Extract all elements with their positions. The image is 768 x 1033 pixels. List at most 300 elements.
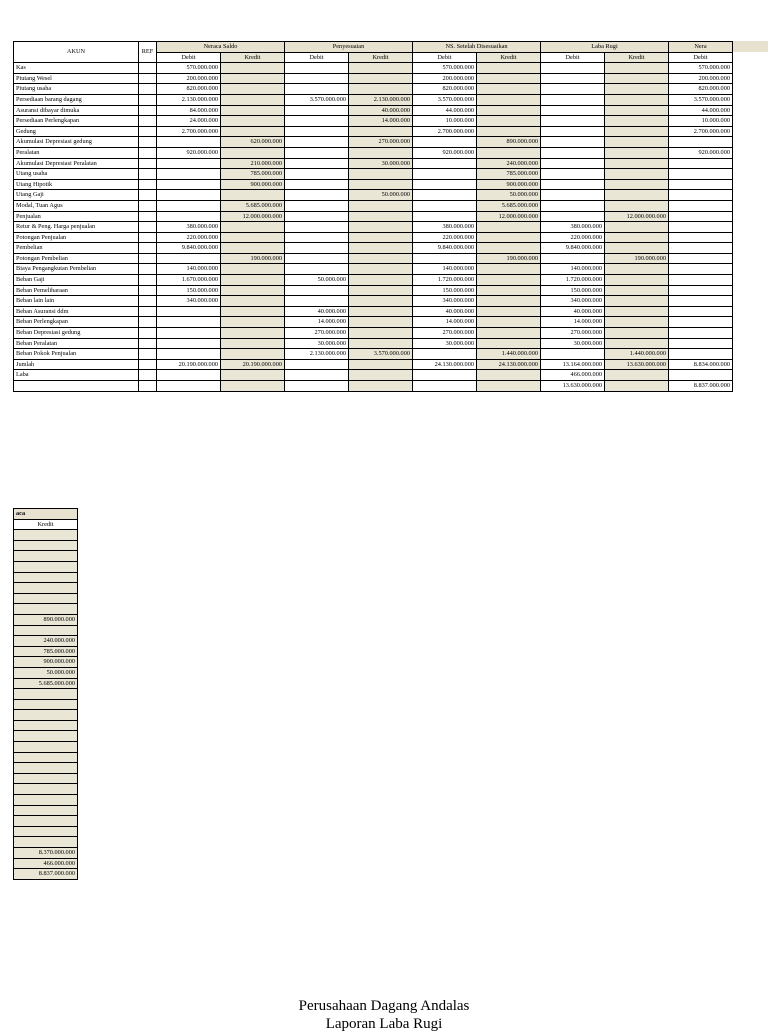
amount-cell: 200.000.000 <box>413 73 477 84</box>
ref-cell <box>139 243 157 254</box>
amount-cell <box>477 126 541 137</box>
amount-cell: 5.685.000.000 <box>221 200 285 211</box>
table-row <box>14 317 733 328</box>
kredit-cell <box>14 530 78 541</box>
account-name: Peralatan <box>14 147 139 158</box>
table-row <box>14 169 733 180</box>
amount-cell <box>221 94 285 105</box>
table-row <box>14 752 78 763</box>
ref-cell <box>139 306 157 317</box>
amount-cell <box>221 73 285 84</box>
kredit-cell: 50.000.000 <box>14 667 78 678</box>
table-row <box>14 784 78 795</box>
amount-cell <box>605 285 669 296</box>
amount-cell <box>285 137 349 148</box>
table-row <box>14 63 733 74</box>
amount-cell <box>605 275 669 286</box>
kredit-cell <box>14 561 78 572</box>
amount-cell: 12.000.000.000 <box>605 211 669 222</box>
neraca-header: Nera <box>669 42 733 53</box>
ref-cell <box>139 158 157 169</box>
amount-cell <box>605 190 669 201</box>
amount-cell <box>157 158 221 169</box>
amount-cell <box>669 222 733 233</box>
amount-cell <box>477 116 541 127</box>
amount-cell <box>541 179 605 190</box>
nsd-kredit-header: Kredit <box>477 52 541 63</box>
amount-cell <box>477 73 541 84</box>
amount-cell <box>541 158 605 169</box>
ref-cell <box>139 359 157 370</box>
amount-cell: 30.000.000 <box>413 338 477 349</box>
amount-cell <box>349 381 413 392</box>
amount-cell <box>285 158 349 169</box>
amount-cell <box>157 200 221 211</box>
amount-cell: 44.000.000 <box>669 105 733 116</box>
amount-cell: 340.000.000 <box>157 296 221 307</box>
amount-cell <box>605 169 669 180</box>
account-name: Laba <box>14 370 139 381</box>
amount-cell <box>541 63 605 74</box>
table-row <box>14 222 733 233</box>
kredit-cell: 5.685.000.000 <box>14 678 78 689</box>
amount-cell <box>221 190 285 201</box>
table-row <box>14 296 733 307</box>
amount-cell: 785.000.000 <box>221 169 285 180</box>
table-row <box>14 678 78 689</box>
kredit-cell <box>14 625 78 636</box>
lr-debit-header: Debit <box>541 52 605 63</box>
table-row <box>14 625 78 636</box>
ref-cell <box>139 211 157 222</box>
ref-cell <box>139 275 157 286</box>
report-subtitle: Laporan Laba Rugi <box>325 1016 443 1032</box>
amount-cell <box>349 317 413 328</box>
kredit-cell: 240.000.000 <box>14 636 78 647</box>
amount-cell <box>477 296 541 307</box>
account-name: Gedung <box>14 126 139 137</box>
kredit-cell <box>14 773 78 784</box>
table-row <box>14 264 733 275</box>
akun-header: AKUN <box>14 42 139 63</box>
table-row <box>14 795 78 806</box>
kredit-cell: 890.000.000 <box>14 614 78 625</box>
amount-cell <box>349 253 413 264</box>
amount-cell: 140.000.000 <box>157 264 221 275</box>
account-name: Biaya Pengangkutan Pembelian <box>14 264 139 275</box>
amount-cell <box>285 232 349 243</box>
report-title: Perusahaan Dagang Andalas <box>298 998 470 1014</box>
neraca-fragment-header: aca <box>14 509 78 520</box>
account-name: Beban Asuransi ddm <box>14 306 139 317</box>
amount-cell <box>285 211 349 222</box>
table-row <box>14 306 733 317</box>
amount-cell: 9.840.000.000 <box>541 243 605 254</box>
amount-cell: 5.685.000.000 <box>477 200 541 211</box>
amount-cell: 570.000.000 <box>157 63 221 74</box>
amount-cell <box>221 317 285 328</box>
amount-cell: 12.000.000.000 <box>477 211 541 222</box>
amount-cell <box>413 349 477 360</box>
amount-cell <box>285 147 349 158</box>
amount-cell <box>349 306 413 317</box>
amount-cell <box>349 211 413 222</box>
amount-cell <box>221 222 285 233</box>
amount-cell <box>477 275 541 286</box>
table-row <box>14 126 733 137</box>
table-row <box>14 540 78 551</box>
table-row <box>14 699 78 710</box>
amount-cell <box>285 179 349 190</box>
amount-cell <box>349 359 413 370</box>
ref-cell <box>139 264 157 275</box>
table-row <box>14 158 733 169</box>
amount-cell: 8.837.000.000 <box>669 381 733 392</box>
kredit-cell <box>14 763 78 774</box>
amount-cell <box>157 190 221 201</box>
amount-cell <box>413 370 477 381</box>
amount-cell <box>349 63 413 74</box>
amount-cell <box>413 253 477 264</box>
table-row <box>14 349 733 360</box>
amount-cell <box>285 84 349 95</box>
amount-cell <box>669 253 733 264</box>
amount-cell <box>285 296 349 307</box>
amount-cell <box>669 179 733 190</box>
kredit-cell <box>14 720 78 731</box>
amount-cell <box>413 179 477 190</box>
table-row <box>14 243 733 254</box>
amount-cell: 270.000.000 <box>349 137 413 148</box>
amount-cell: 140.000.000 <box>541 264 605 275</box>
amount-cell: 2.700.000.000 <box>157 126 221 137</box>
amount-cell: 30.000.000 <box>285 338 349 349</box>
table-row <box>14 232 733 243</box>
amount-cell <box>221 126 285 137</box>
ref-cell <box>139 137 157 148</box>
amount-cell: 210.000.000 <box>221 158 285 169</box>
amount-cell <box>605 147 669 158</box>
amount-cell <box>541 116 605 127</box>
amount-cell <box>541 126 605 137</box>
amount-cell: 570.000.000 <box>669 63 733 74</box>
amount-cell <box>157 338 221 349</box>
kredit-cell <box>14 816 78 827</box>
table-row <box>14 190 733 201</box>
amount-cell <box>349 232 413 243</box>
amount-cell <box>157 179 221 190</box>
amount-cell: 10.000.000 <box>669 116 733 127</box>
amount-cell: 9.840.000.000 <box>157 243 221 254</box>
ref-header: REF <box>139 42 157 63</box>
table-row <box>14 551 78 562</box>
amount-cell <box>413 381 477 392</box>
kredit-cell: 8.837.000.000 <box>14 869 78 880</box>
amount-cell <box>669 211 733 222</box>
amount-cell <box>605 264 669 275</box>
amount-cell <box>541 84 605 95</box>
amount-cell: 50.000.000 <box>349 190 413 201</box>
ns-debit-header: Debit <box>157 52 221 63</box>
amount-cell <box>541 73 605 84</box>
amount-cell: 2.130.000.000 <box>285 349 349 360</box>
kredit-cell <box>14 540 78 551</box>
amount-cell <box>605 243 669 254</box>
amount-cell <box>157 137 221 148</box>
amount-cell: 1.440.000.000 <box>605 349 669 360</box>
amount-cell <box>221 381 285 392</box>
kredit-cell <box>14 742 78 753</box>
kredit-cell <box>14 593 78 604</box>
amount-cell <box>605 381 669 392</box>
table-row <box>14 848 78 859</box>
amount-cell: 190.000.000 <box>605 253 669 264</box>
amount-cell <box>285 253 349 264</box>
amount-cell <box>669 264 733 275</box>
amount-cell <box>285 222 349 233</box>
amount-cell: 3.570.000.000 <box>285 94 349 105</box>
ref-cell <box>139 190 157 201</box>
amount-cell: 40.000.000 <box>541 306 605 317</box>
amount-cell: 900.000.000 <box>221 179 285 190</box>
amount-cell: 380.000.000 <box>157 222 221 233</box>
lr-kredit-header: Kredit <box>605 52 669 63</box>
amount-cell <box>669 349 733 360</box>
table-row <box>14 837 78 848</box>
amount-cell <box>669 243 733 254</box>
amount-cell <box>413 190 477 201</box>
amount-cell <box>669 296 733 307</box>
amount-cell <box>605 158 669 169</box>
amount-cell <box>541 147 605 158</box>
table-row <box>14 94 733 105</box>
table-row <box>14 200 733 211</box>
amount-cell <box>285 105 349 116</box>
amount-cell: 190.000.000 <box>221 253 285 264</box>
amount-cell: 200.000.000 <box>157 73 221 84</box>
amount-cell: 24.130.000.000 <box>413 359 477 370</box>
table-row <box>14 742 78 753</box>
amount-cell <box>349 338 413 349</box>
table-row <box>14 826 78 837</box>
amount-cell <box>349 275 413 286</box>
account-name: Potongan Pembelian <box>14 253 139 264</box>
ref-cell <box>139 179 157 190</box>
neraca-kredit-body <box>14 530 78 880</box>
kredit-cell <box>14 795 78 806</box>
amount-cell <box>541 137 605 148</box>
amount-cell <box>349 296 413 307</box>
amount-cell: 200.000.000 <box>669 73 733 84</box>
account-name: Kas <box>14 63 139 74</box>
ref-cell <box>139 317 157 328</box>
amount-cell <box>541 94 605 105</box>
amount-cell <box>221 275 285 286</box>
amount-cell: 785.000.000 <box>477 169 541 180</box>
ref-cell <box>139 232 157 243</box>
amount-cell: 140.000.000 <box>413 264 477 275</box>
table-row <box>14 116 733 127</box>
amount-cell: 820.000.000 <box>157 84 221 95</box>
amount-cell: 40.000.000 <box>413 306 477 317</box>
amount-cell: 1.670.000.000 <box>157 275 221 286</box>
amount-cell: 270.000.000 <box>285 328 349 339</box>
kredit-cell: 8.370.000.000 <box>14 848 78 859</box>
amount-cell: 920.000.000 <box>157 147 221 158</box>
ref-cell <box>139 370 157 381</box>
account-name: Potongan Penjualan <box>14 232 139 243</box>
account-name: Pembelian <box>14 243 139 254</box>
amount-cell <box>477 338 541 349</box>
amount-cell <box>221 328 285 339</box>
amount-cell <box>285 359 349 370</box>
amount-cell <box>349 169 413 180</box>
amount-cell <box>285 285 349 296</box>
amount-cell <box>221 63 285 74</box>
amount-cell <box>221 243 285 254</box>
amount-cell: 620.000.000 <box>221 137 285 148</box>
amount-cell: 190.000.000 <box>477 253 541 264</box>
amount-cell <box>605 306 669 317</box>
amount-cell <box>669 200 733 211</box>
amount-cell <box>285 381 349 392</box>
account-name <box>14 381 139 392</box>
amount-cell <box>349 73 413 84</box>
amount-cell: 920.000.000 <box>669 147 733 158</box>
ref-cell <box>139 296 157 307</box>
amount-cell: 12.000.000.000 <box>221 211 285 222</box>
ref-cell <box>139 116 157 127</box>
table-row <box>14 689 78 700</box>
amount-cell <box>605 84 669 95</box>
table-row <box>14 720 78 731</box>
kredit-cell <box>14 551 78 562</box>
table-row <box>14 370 733 381</box>
amount-cell <box>477 94 541 105</box>
amount-cell <box>349 126 413 137</box>
table-row <box>14 105 733 116</box>
amount-cell: 40.000.000 <box>349 105 413 116</box>
ref-cell <box>139 253 157 264</box>
table-row <box>14 275 733 286</box>
table-row <box>14 137 733 148</box>
amount-cell: 14.000.000 <box>413 317 477 328</box>
amount-cell <box>285 169 349 180</box>
account-name: Penjualan <box>14 211 139 222</box>
account-name: Beban Gaji <box>14 275 139 286</box>
amount-cell <box>349 243 413 254</box>
account-name: Utang usaha <box>14 169 139 180</box>
kredit-cell <box>14 604 78 615</box>
amount-cell: 220.000.000 <box>157 232 221 243</box>
amount-cell: 9.840.000.000 <box>413 243 477 254</box>
amount-cell <box>349 84 413 95</box>
table-row <box>14 583 78 594</box>
amount-cell <box>477 243 541 254</box>
amount-cell <box>669 169 733 180</box>
kredit-cell <box>14 837 78 848</box>
amount-cell: 13.164.000.000 <box>541 359 605 370</box>
amount-cell <box>477 232 541 243</box>
kredit-cell <box>14 699 78 710</box>
table-row <box>14 572 78 583</box>
amount-cell <box>477 328 541 339</box>
ns-kredit-header: Kredit <box>221 52 285 63</box>
amount-cell <box>477 147 541 158</box>
amount-cell <box>221 338 285 349</box>
ref-cell <box>139 147 157 158</box>
amount-cell <box>477 264 541 275</box>
amount-cell <box>157 349 221 360</box>
account-name: Persediaan barang dagang <box>14 94 139 105</box>
amount-cell: 13.630.000.000 <box>605 359 669 370</box>
amount-cell <box>605 317 669 328</box>
amount-cell <box>477 306 541 317</box>
amount-cell: 24.000.000 <box>157 116 221 127</box>
neraca-kredit-header: Kredit <box>14 519 78 530</box>
amount-cell: 820.000.000 <box>413 84 477 95</box>
amount-cell <box>477 63 541 74</box>
kredit-cell <box>14 731 78 742</box>
kredit-cell <box>14 752 78 763</box>
amount-cell <box>221 370 285 381</box>
amount-cell <box>221 264 285 275</box>
ref-cell <box>139 105 157 116</box>
amount-cell <box>669 190 733 201</box>
amount-cell: 50.000.000 <box>477 190 541 201</box>
table-row <box>14 604 78 615</box>
amount-cell <box>605 94 669 105</box>
amount-cell <box>669 306 733 317</box>
amount-cell: 14.000.000 <box>349 116 413 127</box>
n-debit-header: Debit <box>669 52 733 63</box>
amount-cell: 340.000.000 <box>413 296 477 307</box>
amount-cell <box>285 126 349 137</box>
amount-cell <box>605 222 669 233</box>
amount-cell <box>413 200 477 211</box>
account-name: Akumulasi Depresiasi Peralatan <box>14 158 139 169</box>
amount-cell <box>221 84 285 95</box>
table-row <box>14 593 78 604</box>
account-name: Asuransi dibayar dimuka <box>14 105 139 116</box>
amount-cell <box>221 296 285 307</box>
kredit-cell <box>14 583 78 594</box>
neraca-kredit-table <box>13 508 78 880</box>
table-row <box>14 869 78 880</box>
amount-cell <box>477 84 541 95</box>
amount-cell <box>157 328 221 339</box>
amount-cell <box>349 264 413 275</box>
amount-cell <box>477 317 541 328</box>
amount-cell <box>285 63 349 74</box>
amount-cell: 13.630.000.000 <box>541 381 605 392</box>
amount-cell: 220.000.000 <box>541 232 605 243</box>
amount-cell <box>221 349 285 360</box>
amount-cell <box>221 105 285 116</box>
table-row <box>14 73 733 84</box>
amount-cell <box>413 211 477 222</box>
table-row <box>14 710 78 721</box>
amount-cell: 466.000.000 <box>541 370 605 381</box>
kredit-cell: 900.000.000 <box>14 657 78 668</box>
table-row <box>14 179 733 190</box>
account-name: Akumulasi Depresiasi gedung <box>14 137 139 148</box>
kredit-cell <box>14 572 78 583</box>
amount-cell: 30.000.000 <box>349 158 413 169</box>
amount-cell: 3.570.000.000 <box>349 349 413 360</box>
amount-cell <box>605 137 669 148</box>
amount-cell <box>605 232 669 243</box>
